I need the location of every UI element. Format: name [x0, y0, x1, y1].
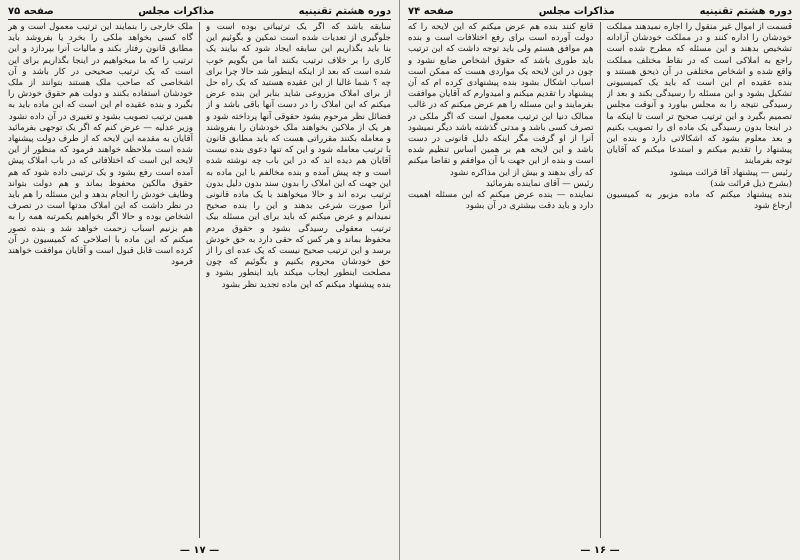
page-label: صفحه ۷۵ — [8, 5, 54, 17]
session-label: دوره هشتم تقنینیه — [298, 5, 391, 17]
publication-title: مذاکرات مجلس — [138, 5, 215, 17]
right-page — [400, 0, 800, 560]
text-column-left — [8, 22, 193, 538]
right-page-header — [408, 3, 792, 20]
text-column-right — [206, 22, 391, 538]
text-column-left — [408, 22, 594, 538]
column-divider — [199, 22, 200, 538]
column-text: قانع کنند بنده هم عرض میکنم که این لایحه را که دولت آورده است برای رفع اختلافات است و بنده هم موافق هستم ولی باید توجه داشت که این ترتیب باید طوری باشد که حقوق اشخاص ضایع نشود و چون در این لایحه یک مواردی هست که ممکن است اسباب اشکال بشود بنده پیشنهادی کرده ام که آن پیشنهاد را تقدیم میکنم و امیدوارم که آقایان موافقت بفرمایند و این مسئله را هم عرض میکنم که در غالب ممالک دنیا این ترتیب معمول است که اگر ملکی در تصرف کسی باشد و مدتی گذشته باشد دیگر نمیشود آنرا از او گرفت مگر اینکه دلیل قانونی در دست باشد و این لایحه هم بر همین اساس تنظیم شده است و بنده از این جهت با آن موافقم و تقاضا میکنم که رأی بدهند و بیش از این مذاکره نشود رئیس — آقای نماینده بفرمائید نماینده — بنده عرض میکنم که این مسئله اهمیت دارد و باید دقت بیشتری در آن بشود — [408, 22, 594, 212]
page-label: صفحه ۷۴ — [408, 5, 454, 17]
page-number: — ۱۶ — — [580, 545, 620, 556]
left-page-columns — [8, 22, 391, 538]
column-text: ملک خارجی را بنمایند این ترتیب معمول است و هر گاه کسی بخواهد ملکی را بخرد یا بفروشد باید مطابق قانون رفتار بکند و مالیات آنرا بپردازد و این ترتیب را که ما میخواهیم در اینجا بگذاریم برای این است که یک ترتیب صحیحی در کار باشد و آن اشخاصی که صاحب ملک هستند بتوانند از ملک خودشان استفاده بکنند و دولت هم حقوق خودش را بگیرد و بنده عقیده ام این است که این ماده باید به همین ترتیب تصویب بشود و تغییری در آن داده نشود وزیر عدلیه — عرض کنم که اگر یک توجهی بفرمائید آقایان به مقدمه این لایحه که از طرف دولت پیشنهاد شده است ملاحظه خواهند فرمود که منظور از این لایحه این است که اختلافاتی که در باب املاک پیش آمده است رفع بشود و یک ترتیبی داده شود که هم حقوق مالکین محفوظ بماند و هم دولت بتواند وظایف خودش را انجام بدهد و این مسئله را هم باید در نظر داشت که این املاک مدتها است در تصرف اشخاص بوده و حالا اگر بخواهیم یکمرتبه همه را به هم بزنیم اسباب زحمت خواهد شد و بنده تصور میکنم که این ماده با اصلاحی که کمیسیون در آن کرده است قابل قبول است و آقایان موافقت خواهند فرمود — [8, 22, 193, 268]
text-column-right — [607, 22, 793, 538]
publication-title: مذاکرات مجلس — [538, 5, 615, 17]
left-page-header — [8, 3, 391, 20]
page-number: — ۱۷ — — [179, 545, 220, 556]
column-text: قسمت از اموال غیر منقول را اجاره نمیدهند مملکت خودشان را اداره کنند و در مملکت خودشان آزادانه تشخیص بدهند و این مسئله که مطرح شده است راجع به املاکی است که در نقاط مختلف مملکت واقع شده و اشخاص مختلفی در آن ذیحق هستند و بنده عقیده ام این است که باید یک کمیسیونی تشکیل بشود و این مسئله را رسیدگی بکند و بعد از رسیدگی نتیجه را به مجلس بیاورد و آنوقت مجلس تصمیم بگیرد و این ترتیب صحیح تر است تا اینکه ما در اینجا بدون رسیدگی یک ماده ای را تصویب بکنیم و بعد معلوم بشود که اشکالاتی دارد و بنده این پیشنهاد را تقدیم میکنم و استدعا میکنم که آقایان توجه بفرمایند رئیس — پیشنهاد آقا قرائت میشود (بشرح ذیل قرائت شد) بنده پیشنهاد میکنم که ماده مزبور به کمیسیون ارجاع شود — [606, 22, 792, 212]
session-label: دوره هشتم تقنینیه — [699, 5, 792, 17]
right-page-columns — [408, 22, 792, 538]
column-text: سابقه باشد که اگر یک ترتیباتی بوده است و جلوگیری از تعدیات شده است تمکین و بگوئیم این بنا باید بگذاریم این سابقه ایجاد شود که بیایند یک کاری را بر خلاف ترتیب بکنند اما من بگویم خوب شده است که بعد از اینکه اینطور شد حالا چرا برای چه ؟ شما غالبا از این عقیده هستید که یک راه حل از برای املاک مزروعی شاید بنابر این بنده عرض میکنم که این املاک را در دست آنها باقی باشد و از فضائل نظر مرحوم بشود حقوقی آنها پرداخته شود و هر یک از ملاکین بخواهند ملک خودشان را بفروشند و معامله بکنند مقرراتی هست که باید مطابق قانون با ترتیب معامله شود و این که تنها دعوی بنده نیست آقایان هم دیده اند که در این باب چه نوشته شده است و چه پیش آمده و بنده مخالفم با این ماده به این جهت که این املاک را بدون سند بدون دلیل بدون ترتیب برده اند و حالا میخواهند با یک ماده قانونی آنرا صورت شرعی بدهند و این را بنده صحیح نمیدانم و عرض میکنم که باید برای این مسئله بیک ترتیب معقولی رسیدگی بشود و حقوق مردم محفوظ بماند و هر کس که حقی دارد به حق خودش برسد و این ترتیب صحیح نیست که یک عده ای را از حق خودشان محروم بکنیم و بگوئیم که چون مصلحت اینطور ایجاب میکند باید اینطور بشود و بنده پیشنهاد میکنم که این ماده تجدید نظر بشود — [206, 22, 391, 290]
column-divider — [600, 22, 601, 538]
